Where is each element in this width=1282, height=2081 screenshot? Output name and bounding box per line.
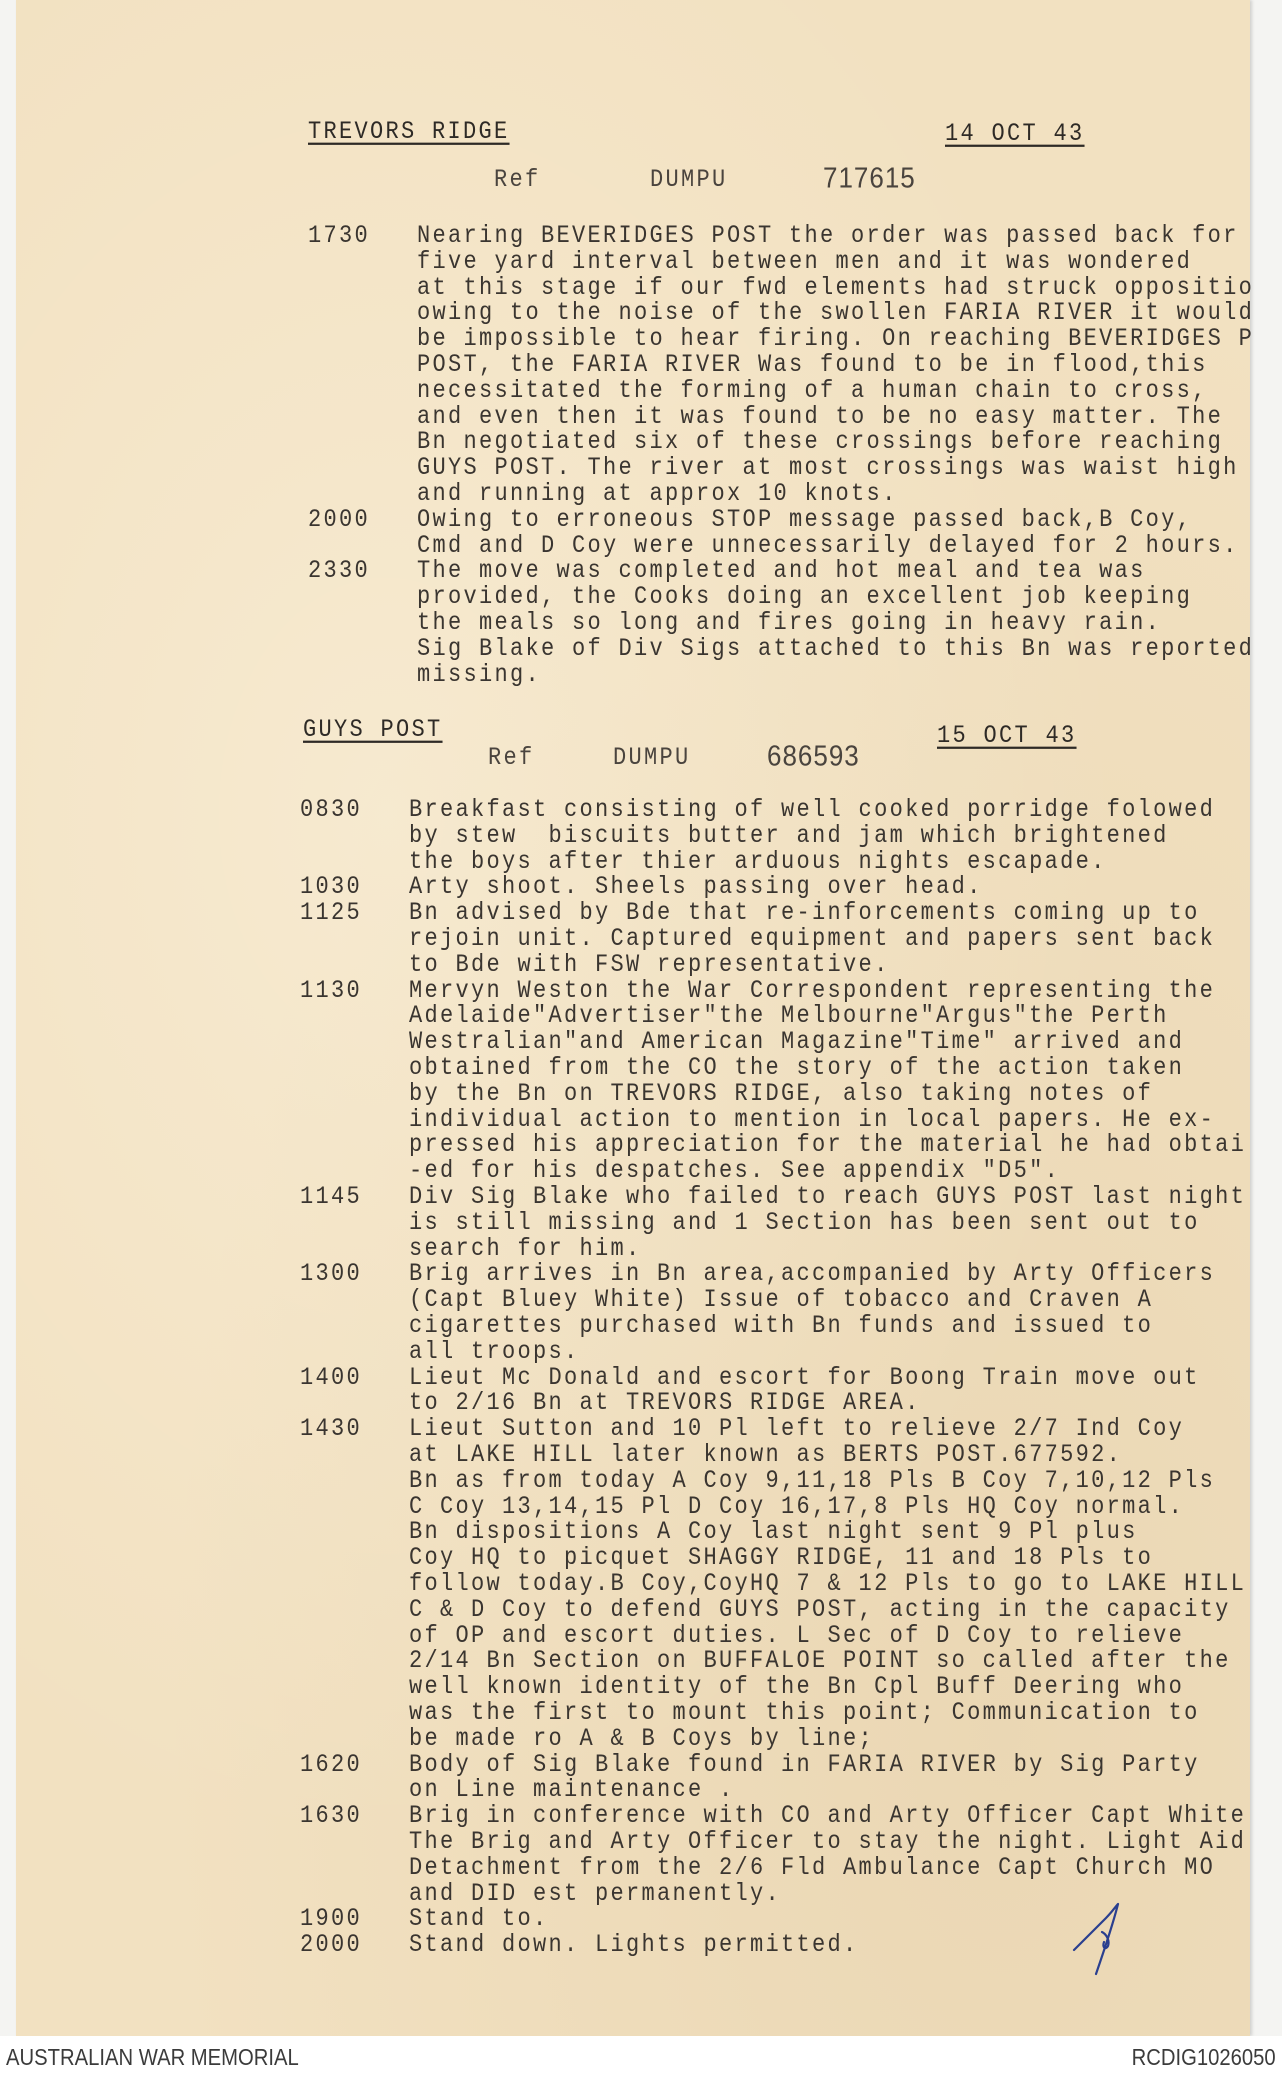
entry-time: 2330 [308, 557, 371, 586]
entry-text-line: individual action to mention in local papers. He ex- [409, 1105, 1216, 1134]
entry-text-line: The Brig and Arty Officer to stay the night. Light Aid [409, 1827, 1247, 1856]
entry-text-line: obtained from the CO the story of the action taken [409, 1053, 1185, 1082]
entry-time: 2000 [308, 505, 371, 534]
log-entry [300, 1415, 1282, 1753]
entry-text-line: to Bde with FSW representative. [409, 950, 890, 979]
entry-text-line: owing to the noise of the swollen FARIA RIVER it would [417, 299, 1255, 328]
entry-text-line: by the Bn on TREVORS RIDGE, also taking notes of [409, 1079, 1154, 1108]
log-entry [300, 976, 1282, 1186]
entry-text-line: cigarettes purchased with Bn funds and issued to [409, 1311, 1154, 1340]
entry-text-line: well known identity of the Bn Cpl Buff Deering who [409, 1673, 1185, 1702]
entry-text-line: Bn dispositions A Coy last night sent 9 Pl plus [409, 1518, 1138, 1547]
entry-text-line: Brig in conference with CO and Arty Officer Capt White [409, 1802, 1247, 1831]
log-entry [300, 1182, 1282, 1263]
section-date: 14 OCT 43 [945, 120, 1085, 148]
handwritten-signature [1066, 1900, 1146, 1980]
entry-text-line: Breakfast consisting of well cooked porridge folowed [409, 796, 1216, 824]
log-entry [308, 557, 1282, 689]
entry-text-line: Lieut Sutton and 10 Pl left to relieve 2/7 Ind Coy [409, 1415, 1185, 1444]
entry-text-line: Brig arrives in Bn area,accompanied by Arty Officers [409, 1260, 1216, 1289]
entry-text-line: provided, the Cooks doing an excellent job keeping [417, 583, 1193, 612]
entry-text-line: follow today.B Coy,CoyHQ 7 & 12 Pls to go to LAKE HILL [409, 1569, 1247, 1598]
entry-text-line: Stand to. [409, 1905, 549, 1934]
entry-text-line: Owing to erroneous STOP message passed back,B Coy, [417, 505, 1193, 534]
section-date: 15 OCT 43 [937, 722, 1077, 750]
entry-text-line: -ed for his despatches. See appendix "D5". [409, 1157, 1061, 1186]
ref-map: DUMPU [613, 744, 691, 772]
entry-text-line: missing. [417, 660, 542, 689]
entry-text-line: 2/14 Bn Section on BUFFALOE POINT so called after the [409, 1647, 1231, 1676]
entry-text-line: Mervyn Weston the War Correspondent representing the [409, 976, 1216, 1005]
entry-time: 1620 [300, 1750, 363, 1779]
entry-text-line: Bn negotiated six of these crossings before reaching [417, 428, 1224, 457]
log-entry [308, 506, 1282, 558]
entry-time: 1430 [300, 1415, 363, 1444]
entry-text-line: C Coy 13,14,15 Pl D Coy 16,17,8 Pls HQ Coy normal. [409, 1492, 1185, 1521]
entry-time: 1730 [308, 222, 371, 250]
entry-time: 1400 [300, 1363, 363, 1392]
entry-text-line: of OP and escort duties. L Sec of D Coy to relieve [409, 1621, 1185, 1650]
entry-text-line: pressed his appreciation for the material he had obtai [409, 1131, 1247, 1160]
entry-text-line: be impossible to hear firing. On reaching BEVERIDGES P [417, 325, 1255, 354]
entry-text-line: Detachment from the 2/6 Fld Ambulance Capt Church MO [409, 1853, 1216, 1882]
entry-text-line: by stew biscuits butter and jam which brightened [409, 821, 1169, 850]
entry-text-line: Arty shoot. Sheels passing over head. [409, 873, 983, 902]
entry-text-line: necessitated the forming of a human chain to cross, [417, 376, 1208, 405]
entry-text-line: at LAKE HILL later known as BERTS POST.677592. [409, 1440, 1123, 1469]
log-entry [300, 796, 1282, 876]
document-page [16, 0, 1255, 2036]
ref-label: Ref [488, 744, 535, 772]
entry-text-line: on Line maintenance . [409, 1776, 735, 1805]
entry-text-line: search for him. [409, 1234, 642, 1263]
footer-institution: AUSTRALIAN WAR MEMORIAL [6, 2044, 299, 2070]
entry-text-line: be made ro A & B Coys by line; [409, 1724, 875, 1753]
log-entry [300, 1802, 1282, 1908]
entry-text-line: five yard interval between men and it was wondered [417, 247, 1193, 276]
ref-grid: 686593 [767, 738, 860, 773]
entry-text-line: and even then it was found to be no easy matter. The [417, 402, 1224, 431]
ref-label: Ref [494, 166, 541, 194]
entry-text-line: (Capt Bluey White) Issue of tobacco and Craven A [409, 1286, 1154, 1315]
entry-text-line: and running at approx 10 knots. [417, 480, 898, 508]
entry-text-line: Cmd and D Coy were unnecessarily delayed for 2 hours. [417, 531, 1239, 560]
entry-text-line: at this stage if our fwd elements had struck oppositio [417, 273, 1255, 302]
log-entry [300, 1364, 1282, 1416]
entry-time: 1630 [300, 1802, 363, 1831]
entry-time: 0830 [300, 796, 363, 824]
entry-text-line: and DID est permanently. [409, 1879, 782, 1908]
entry-time: 1030 [300, 873, 363, 902]
section-place-heading: GUYS POST [303, 716, 443, 744]
entry-text-line: Coy HQ to picquet SHAGGY RIDGE, 11 and 18 Pls to [409, 1544, 1154, 1573]
footer-record-id: RCDIG1026050 [1131, 2044, 1276, 2070]
entry-text-line: Bn as from today A Coy 9,11,18 Pls B Coy 7,10,12 Pls [409, 1466, 1216, 1495]
log-entry [300, 1260, 1282, 1366]
entry-text-line: Body of Sig Blake found in FARIA RIVER by Sig Party [409, 1750, 1200, 1779]
entry-time: 2000 [300, 1931, 363, 1960]
log-entry [300, 873, 1282, 902]
entry-text-line: Lieut Mc Donald and escort for Boong Train move out [409, 1363, 1200, 1392]
entry-time: 1145 [300, 1182, 363, 1211]
entry-text-line: C & D Coy to defend GUYS POST, acting in the capacity [409, 1595, 1231, 1624]
entry-text-line: Div Sig Blake who failed to reach GUYS POST last night [409, 1182, 1247, 1211]
log-section-trevors-ridge [308, 222, 1282, 689]
log-entry [300, 1751, 1282, 1803]
entry-text-line: POST, the FARIA RIVER Was found to be in flood,this [417, 351, 1208, 379]
entry-text-line: was the first to mount this point; Communication to [409, 1698, 1200, 1727]
entry-text-line: the boys after thier arduous nights escapade. [409, 847, 1107, 876]
entry-time: 1300 [300, 1260, 363, 1289]
section-place-heading: TREVORS RIDGE [308, 118, 510, 146]
entry-text-line: the meals so long and fires going in heavy rain. [417, 608, 1162, 637]
log-entry [300, 899, 1282, 979]
entry-time: 1125 [300, 899, 363, 928]
ref-map: DUMPU [650, 166, 728, 194]
entry-text-line: The move was completed and hot meal and tea was [417, 557, 1146, 586]
ref-grid: 717615 [823, 160, 916, 195]
entry-text-line: Stand down. Lights permitted. [409, 1931, 859, 1960]
entry-text-line: rejoin unit. Captured equipment and papers sent back [409, 924, 1216, 953]
entry-time: 1130 [300, 976, 363, 1005]
entry-text-line: all troops. [409, 1337, 580, 1366]
log-entry [308, 222, 1282, 506]
entry-text-line: Adelaide"Advertiser"the Melbourne"Argus"the Perth [409, 1002, 1169, 1031]
entry-text-line: to 2/16 Bn at TREVORS RIDGE AREA. [409, 1389, 921, 1418]
entry-text-line: is still missing and 1 Section has been sent out to [409, 1208, 1200, 1237]
entry-text-line: Westralian"and American Magazine"Time" arrived and [409, 1028, 1185, 1057]
entry-text-line: Bn advised by Bde that re-inforcements coming up to [409, 899, 1200, 928]
archive-footer [0, 2036, 1282, 2081]
entry-time: 1900 [300, 1905, 363, 1934]
entry-text-line: Sig Blake of Div Sigs attached to this Bn was reported [417, 634, 1255, 663]
log-section-guys-post [300, 796, 1282, 1960]
entry-text-line: GUYS POST. The river at most crossings was waist high [417, 454, 1239, 483]
entry-text-line: Nearing BEVERIDGES POST the order was passed back for [417, 222, 1239, 250]
